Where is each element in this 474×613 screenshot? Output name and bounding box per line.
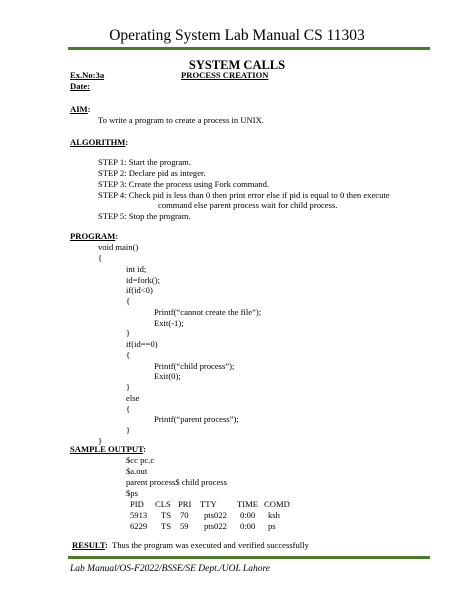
algorithm-step-continuation: command else parent process wait for child process. — [158, 200, 338, 210]
code-line: else — [126, 393, 140, 403]
footer-divider — [68, 556, 430, 559]
code-line: if(id<0) — [126, 285, 153, 295]
ps-cell: 0:00 — [240, 510, 256, 520]
ps-cell: 59 — [180, 521, 189, 531]
sample-output-colon: : — [143, 444, 147, 454]
algorithm-step: STEP 4: Check pid is less than 0 then print error else if pid is equal to 0 then execute — [98, 190, 390, 200]
algorithm-step: STEP 1: Start the program. — [98, 157, 192, 167]
code-line: { — [126, 404, 131, 414]
page-header-title: Operating System Lab Manual CS 11303 — [109, 27, 365, 44]
ps-cell: pts022 — [204, 521, 227, 531]
code-line: } — [98, 436, 103, 446]
program-heading-row — [70, 231, 118, 241]
result-heading: RESULT — [72, 540, 105, 550]
result-text: Thus the program was executed and verified successfully — [112, 540, 309, 550]
code-line: Exit(-1); — [154, 318, 184, 328]
ps-cell: 0:00 — [240, 521, 256, 531]
ps-cell: ksh — [268, 510, 280, 520]
code-line: int id; — [126, 264, 147, 274]
date-label: Date: — [70, 81, 91, 91]
ps-cell: TS — [161, 521, 172, 531]
algorithm-step: STEP 3: Create the process using Fork command. — [98, 179, 270, 189]
exercise-number: Ex.No:3a — [70, 70, 105, 80]
sample-output-heading: SAMPLE OUTPUT — [70, 444, 144, 454]
algorithm-step: STEP 5: Stop the program. — [98, 211, 191, 221]
output-line: $a.out — [126, 466, 148, 476]
ps-header-cell: PID — [130, 499, 144, 509]
result-colon: : — [104, 540, 108, 550]
aim-heading: AIM — [70, 104, 88, 114]
algorithm-step: STEP 2: Declare pid as integer. — [98, 168, 206, 178]
ps-cell: TS — [161, 510, 172, 520]
code-line: } — [126, 328, 131, 338]
ps-cell: ps — [268, 521, 276, 531]
code-line: void main() — [98, 242, 139, 252]
page-footer: Lab Manual/OS-F2022/BSSE/SE Dept./UOL Lahore — [70, 564, 271, 574]
output-line: $cc pc.c — [126, 455, 155, 465]
code-line: Printf(“parent process”); — [154, 414, 239, 424]
ps-header-cell: TTY — [200, 499, 217, 509]
aim-heading-row — [70, 104, 91, 114]
program-heading: PROGRAM — [70, 231, 116, 241]
aim-colon: : — [87, 104, 91, 114]
header-divider — [68, 47, 430, 50]
algorithm-heading: ALGORITHM — [70, 137, 126, 147]
ps-header-cell: COMD — [264, 499, 290, 509]
ps-header-cell: TIME — [237, 499, 259, 509]
code-line: Printf(“cannot create the file”); — [154, 307, 262, 317]
result-row — [72, 540, 309, 550]
ps-cell: 70 — [180, 510, 189, 520]
ps-cell: pts022 — [204, 510, 227, 520]
code-line: Exit(0); — [154, 371, 181, 381]
code-line: Printf(“child process”); — [154, 361, 235, 371]
ps-cell: 5913 — [130, 510, 148, 520]
code-line: } — [126, 382, 131, 392]
output-line: parent process$ child process — [126, 477, 227, 487]
ps-header-cell: PRI — [178, 499, 192, 509]
sample-output-heading-row — [70, 444, 146, 454]
aim-text: To write a program to create a process in UNIX. — [98, 115, 264, 125]
document-title: SYSTEM CALLS — [188, 58, 286, 72]
code-line: { — [126, 296, 131, 306]
code-line: id=fork(); — [126, 275, 160, 285]
algorithm-colon: : — [125, 137, 129, 147]
output-line: $ps — [126, 488, 138, 498]
ps-cell: 6229 — [130, 521, 148, 531]
code-line: } — [126, 425, 131, 435]
algorithm-heading-row — [70, 137, 128, 147]
code-line: { — [98, 253, 103, 263]
document-subtitle: PROCESS CREATION — [181, 70, 269, 80]
ps-header-cell: CLS — [155, 499, 171, 509]
program-colon: : — [115, 231, 119, 241]
code-line: if(id==0) — [126, 339, 158, 349]
code-line: { — [126, 350, 131, 360]
